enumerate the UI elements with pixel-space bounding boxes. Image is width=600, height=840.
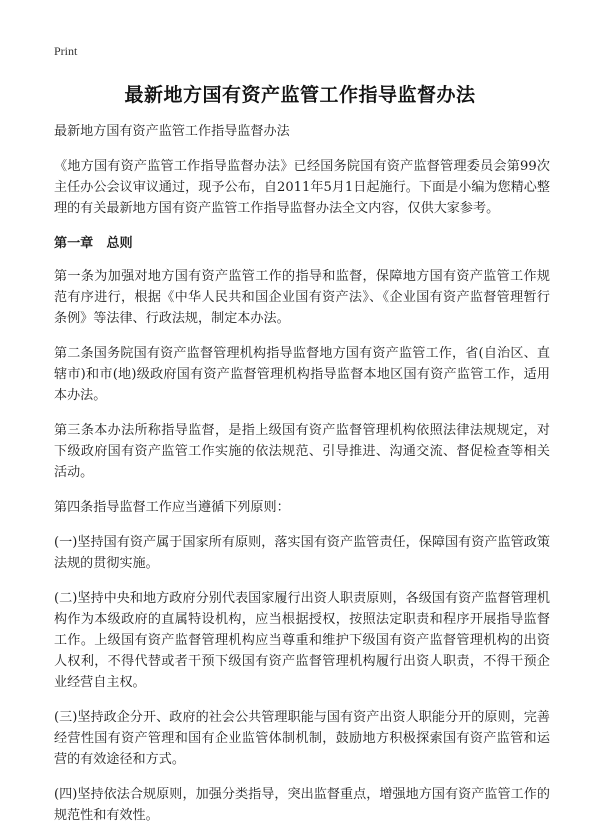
principle-2: (二)坚持中央和地方政府分别代表国家履行出资人职责原则，各级国有资产监督管理机构作为本级政府的直属特设机构，应当根据授权，按照法定职责和程序开展指导监督工作。上级国有资产监督管理机构应当尊重和维护下级国有资产监督管理机构的出资人权利，不得代替或者干预下级国有资产监督管理机构履行出资人职责，不得干预企业经营自主权。 [54,591,550,690]
principle-1: (一)坚持国有资产属于国家所有原则，落实国有资产监管责任，保障国有资产监管政策法规的贯彻实施。 [54,535,550,571]
article-4: 第四条指导监督工作应当遵循下列原则： [54,500,290,515]
chapter-heading: 第一章 总则 [54,236,133,251]
article-3: 第三条本办法所称指导监督，是指上级国有资产监督管理机构依照法律法规规定，对下级政府国有资产监管工作实施的依法规范、引导推进、沟通交流、督促检查等相关活动。 [54,423,550,480]
page-title: 最新地方国有资产监管工作指导监督办法 [124,84,476,106]
document-subtitle: 最新地方国有资产监管工作指导监督办法 [54,124,290,139]
intro-paragraph: 《地方国有资产监管工作指导监督办法》已经国务院国有资产监督管理委员会第99次主任办公会议审议通过，现予公布，自2011年5月1日起施行。下面是小编为您精心整理的有关最新地方国有资产监管工作指导监督办法全文内容，仅供大家参考。 [54,159,550,216]
principle-3: (三)坚持政企分开、政府的社会公共管理职能与国有资产出资人职能分开的原则，完善经营性国有资产管理和国有企业监管体制机制，鼓励地方积极探索国有资产监管和运营的有效途径和方式。 [54,710,550,767]
principle-4: (四)坚持依法合规原则，加强分类指导，突出监督重点，增强地方国有资产监管工作的规范性和有效性。 [54,787,550,823]
document-body [54,121,550,840]
article-1: 第一条为加强对地方国有资产监管工作的指导和监督，保障地方国有资产监管工作规范有序进行，根据《中华人民共和国企业国有资产法》、《企业国有资产监督管理暂行条例》等法律、行政法规，制定本办法。 [54,269,550,326]
print-label: Print [54,44,78,58]
article-2: 第二条国务院国有资产监督管理机构指导监督地方国有资产监管工作，省(自治区、直辖市)和市(地)级政府国有资产监督管理机构指导监督本地区国有资产监管工作，适用本办法。 [54,346,550,403]
